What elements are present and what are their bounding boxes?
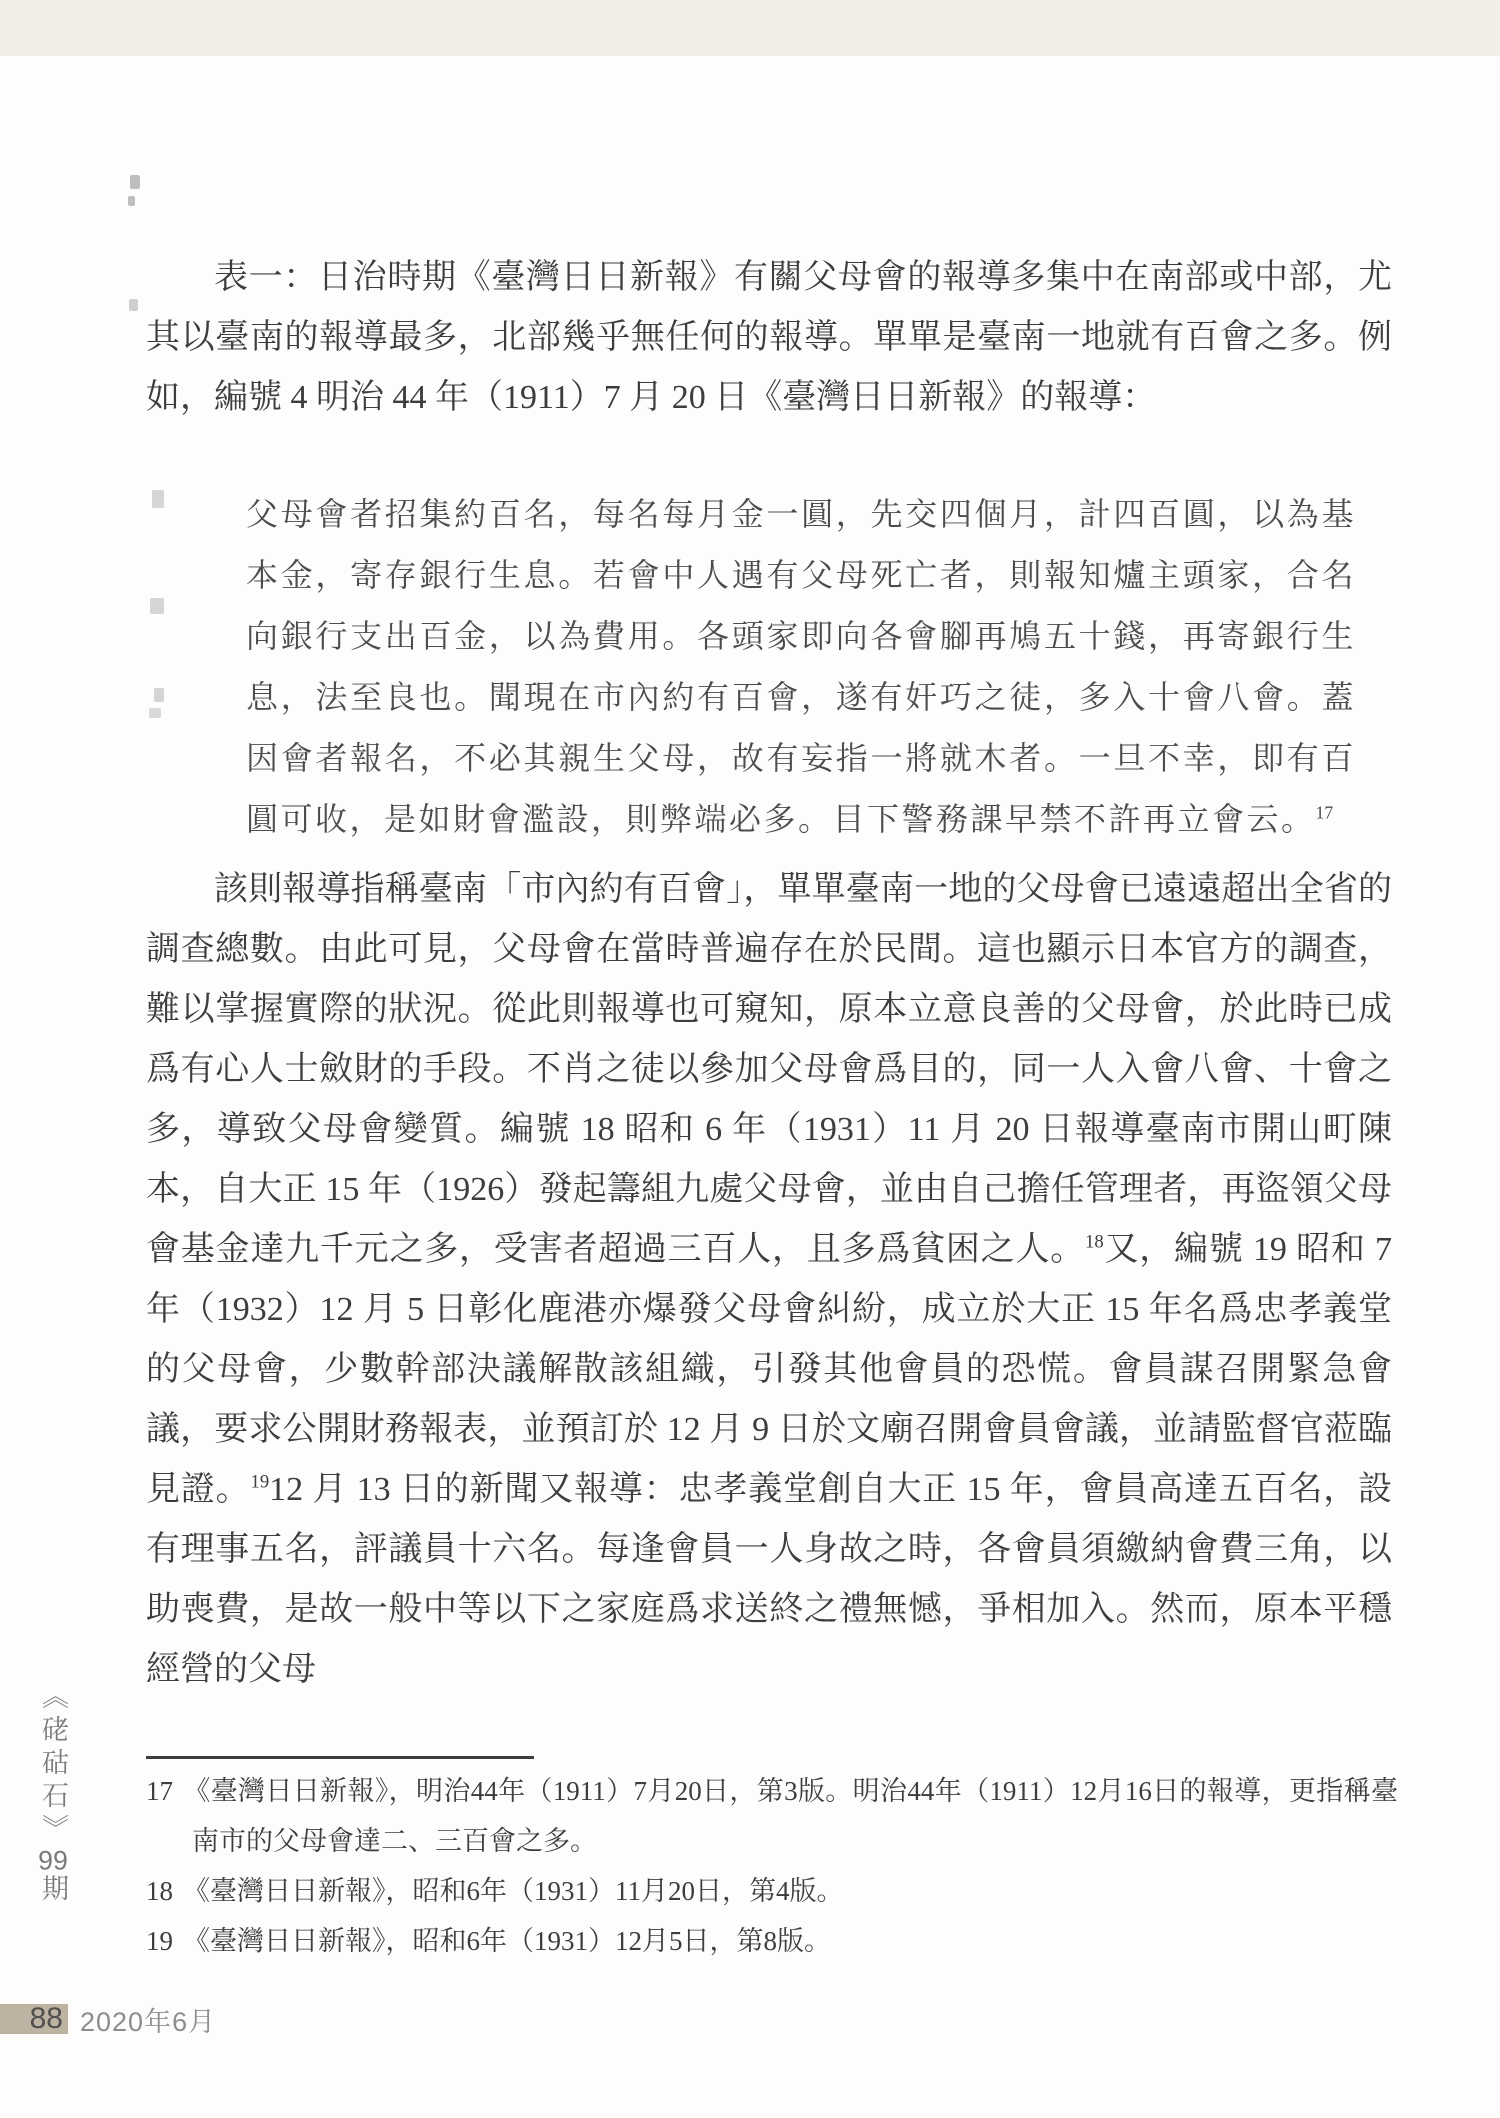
scan-artifact: [130, 175, 140, 189]
footnote-number: 19: [146, 1926, 173, 1956]
journal-title-vertical: [34, 1682, 73, 2022]
footnote-ref-18: 18: [1085, 1231, 1104, 1253]
footnotes-section: [146, 1766, 1398, 1966]
footnote-number: 18: [146, 1876, 173, 1906]
scan-artifact: [128, 196, 135, 206]
footnote-17: [146, 1766, 1398, 1866]
page-number: 88: [29, 2002, 63, 2035]
footnote-ref-17: 17: [1315, 802, 1334, 823]
issue-date: 2020年6月: [80, 2006, 217, 2037]
paragraph-1: 表一：日治時期《臺灣日日新報》有關父母會的報導多集中在南部或中部，尤其以臺南的報導最多，北部幾乎無任何的報導。單單是臺南一地就有百會之多。例如，編號 4 明治 44 年（1911）7 月 20 日《臺灣日日新報》的報導：: [146, 259, 1392, 416]
page-body: [146, 248, 1392, 1700]
paragraph-2: 該則報導指稱臺南「市內約有百會」，單單臺南一地的父母會已遠遠超出全省的調查總數。由此可見，父母會在當時普遍存在於民間。這也顯示日本官方的調查，難以掌握實際的狀況。從此則報導也可窺知，原本立意良善的父母會，於此時已成爲有心人士斂財的手段。不肖之徒以參加父母會爲目的，同一人入會八會、十會之多，導致父母會變質。編號 18 昭和 6 年（1931）11 月 20 日報導臺南市開山町陳本，自大正 15 年（1926）發起籌組九處父母會，並由自己擔任管理者，再盜領父母會基金達九千元之多，受害者超過三百人，且多爲貧困之人。$^{18}$又，編號 19 昭和 7 年（1932）12 月 5 日彰化鹿港亦爆發父母會糾紛，成立於大正 15 年名爲忠孝義堂的父母會，少數幹部決議解散該組織，引發其他會員的恐慌。會員謀召開緊急會議，要求公開財務報表，並預訂於 12 月 9 日於文廟召開會員會議，並請監督官蒞臨見證。$^{19}$12 月 13 日的新聞又報導：忠孝義堂創自大正 15 年，會員高達五百名，設有理事五名，評議員十六名。每逢會員一人身故之時，各會員須繳納會費三角，以助喪費，是故一般中等以下之家庭爲求送終之禮無憾，爭相加入。然而，原本平穩經營的父母: [146, 871, 1393, 1688]
footnote-text: 《臺灣日日新報》，昭和6年（1931）11月20日，第4版。: [183, 1876, 844, 1906]
journal-title: 《硓𥑮石》: [38, 1682, 68, 1847]
scan-artifact: [129, 299, 138, 311]
footnote-text: 《臺灣日日新報》，明治44年（1911）7月20日，第3版。明治44年（1911）12月16日的報導，更指稱臺南市的父母會達二、三百會之多。: [183, 1776, 1398, 1856]
footnote-number: 17: [146, 1776, 173, 1806]
page-number-badge: [0, 2004, 68, 2034]
footnote-separator: [146, 1756, 534, 1759]
footnote-ref-19: 19: [250, 1471, 270, 1493]
footnote-text: 《臺灣日日新報》，昭和6年（1931）12月5日，第8版。: [183, 1926, 831, 1956]
issue-suffix: 期: [38, 1874, 68, 1907]
block-quote: 父母會者招集約百名，每名每月金一圓，先交四個月，計四百圓，以為基本金，寄存銀行生息。若會中人遇有父母死亡者，則報知爐主頭家，合名向銀行支出百金，以為費用。各頭家即向各會腳再鳩五十錢，再寄銀行生息，法至良也。聞現在市內約有百會，遂有奸巧之徒，多入十會八會。蓋因會者報名，不必其親生父母，故有妄指一將就木者。一旦不幸，即有百圓可收，是如財會濫設，則弊端必多。目下警務課早禁不許再立會云。$^{17}$: [246, 496, 1356, 837]
footnote-19: [146, 1916, 1398, 1966]
footnote-18: [146, 1866, 1398, 1916]
issue-number: 99: [38, 1847, 68, 1874]
scan-top-band: [0, 0, 1500, 56]
